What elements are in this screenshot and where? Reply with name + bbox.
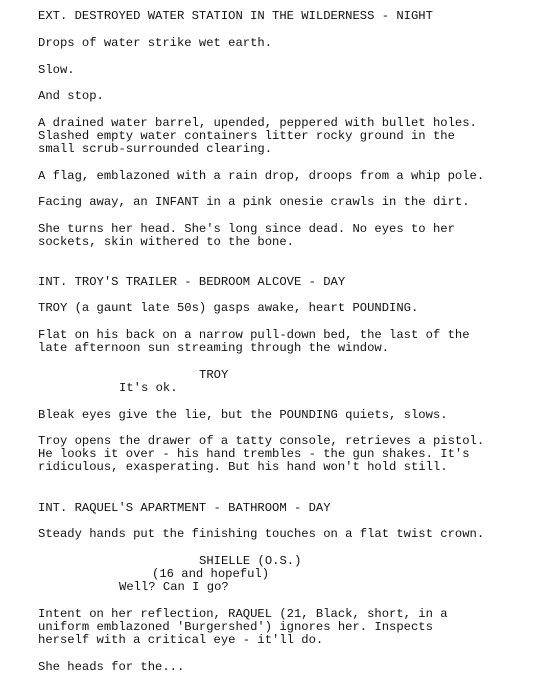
action-line: Intent on her reflection, RAQUEL (21, Black, short, in a <box>38 607 448 621</box>
scene-heading: INT. RAQUEL'S APARTMENT - BATHROOM - DAY <box>38 501 331 515</box>
action-line: Slow. <box>38 63 75 77</box>
action-line: Facing away, an INFANT in a pink onesie crawls in the dirt. <box>38 195 470 209</box>
action-line: TROY (a gaunt late 50s) gasps awake, heart POUNDING. <box>38 301 419 315</box>
action-line: Troy opens the drawer of a tatty console, retrieves a pistol. <box>38 434 485 448</box>
dialogue-line: Well? Can I go? <box>119 580 229 594</box>
action-line: small scrub-surrounded clearing. <box>38 142 273 156</box>
action-line: He looks it over - his hand trembles - the gun shakes. It's <box>38 447 470 461</box>
action-line: late afternoon sun streaming through the window. <box>38 341 390 355</box>
action-line: A flag, emblazoned with a rain drop, droops from a whip pole. <box>38 169 485 183</box>
scene-heading: EXT. DESTROYED WATER STATION IN THE WILDERNESS - NIGHT <box>38 9 433 23</box>
character-name: SHIELLE (O.S.) <box>199 554 302 568</box>
action-line: Slashed empty water containers litter rocky ground in the <box>38 129 455 143</box>
parenthetical: (16 and hopeful) <box>152 567 270 581</box>
action-line: ridiculous, exasperating. But his hand won't hold still. <box>38 460 448 474</box>
scene-heading: INT. TROY'S TRAILER - BEDROOM ALCOVE - DAY <box>38 275 346 289</box>
action-line: And stop. <box>38 89 104 103</box>
action-line: A drained water barrel, upended, peppered with bullet holes. <box>38 116 477 130</box>
action-line: Flat on his back on a narrow pull-down bed, the last of the <box>38 328 470 342</box>
dialogue-line: It's ok. <box>119 381 178 395</box>
action-line: Steady hands put the finishing touches on a flat twist crown. <box>38 527 485 541</box>
action-line: sockets, skin withered to the bone. <box>38 235 294 249</box>
action-line: Drops of water strike wet earth. <box>38 36 273 50</box>
action-line: uniform emblazoned 'Burgershed') ignores her. Inspects <box>38 620 433 634</box>
action-line: herself with a critical eye - it'll do. <box>38 633 324 647</box>
action-line: She heads for the... <box>38 660 185 674</box>
action-line: She turns her head. She's long since dead. No eyes to her <box>38 222 455 236</box>
character-name: TROY <box>199 368 229 382</box>
action-line: Bleak eyes give the lie, but the POUNDING quiets, slows. <box>38 408 448 422</box>
